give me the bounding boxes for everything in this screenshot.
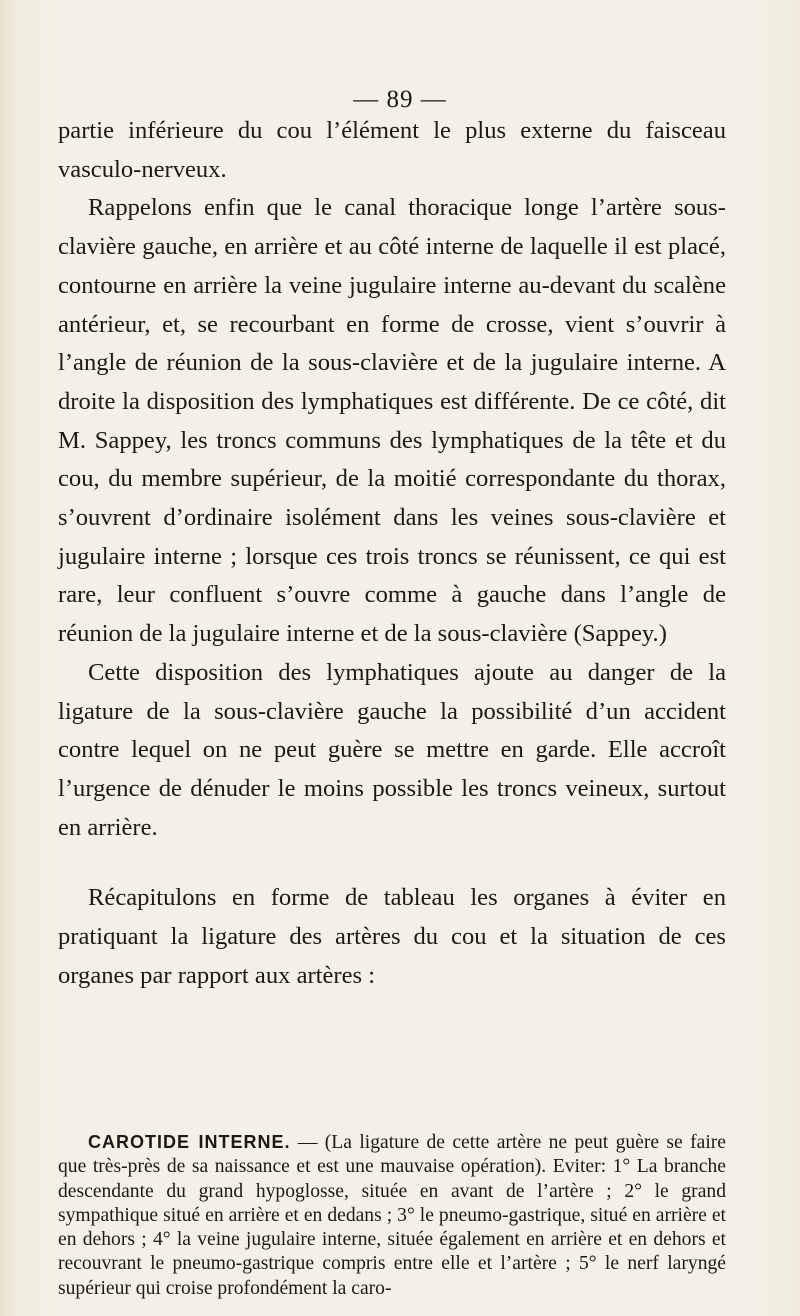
section-gap: [58, 847, 726, 879]
paragraph-continuation: partie inférieure du cou l’élément le plus externe du faisceau vasculo-nerveux.: [58, 117, 726, 183]
paragraph-recapitulation: Récapitulons en forme de tableau les organes à éviter en pratiquant la ligature des artères du cou et la situation de ces organes par rapport aux artères :: [58, 884, 726, 989]
main-text: [58, 112, 726, 995]
page-number: — 89 —: [353, 86, 447, 113]
paragraph-disposition-lymphatiques: Cette disposition des lymphatiques ajoute au danger de la ligature de la sous-clavière gauche la possibilité d’un accident contre lequel on ne peut guère se mettre en garde. Elle accroît l’urgence de dénuder le moins possible les troncs veineux, surtout en arrière.: [58, 658, 726, 841]
small-print-section: [58, 1130, 726, 1301]
carotide-interne-entry: [58, 1130, 726, 1301]
entry-text: — (La ligature de cette artère ne peut guère se faire que très-près de sa naissance et est une mauvaise opération). Eviter: 1° La branche descendante du grand hypoglosse, située en avant de l’artère ; 2° le grand sympathique situé en arrière et en dedans ; 3° le pneumo-gastrique, situé en arrière et en dehors ; 4° la veine jugulaire interne, située également en arrière et en dehors et recouvrant le pneumo-gastrique compris entre elle et l’artère ; 5° le nerf laryngé supérieur qui croise profondément la caro-: [58, 1132, 726, 1299]
paragraph-canal-thoracique: Rappelons enfin que le canal thoracique longe l’artère sous-clavière gauche, en arrière et au côté interne de laquelle il est placé, contourne en arrière la veine jugulaire interne au-devant du scalène antérieur, et, se recourbant en forme de crosse, vient s’ouvrir à l’angle de réunion de la sous-clavière et de la jugulaire interne. A droite la disposition des lymphatiques est différente. De ce côté, dit M. Sappey, les troncs communs des lymphatiques de la tête et du cou, du membre supérieur, de la moitié correspondante du thorax, s’ouvrent d’ordinaire isolément dans les veines sous-clavière et jugulaire interne ; lorsque ces trois troncs se réunissent, ce qui est rare, leur confluent s’ouvre comme à gauche dans l’angle de réunion de la jugulaire interne et de la sous-clavière (Sappey.): [58, 194, 726, 648]
entry-heading: CAROTIDE INTERNE.: [88, 1132, 291, 1152]
